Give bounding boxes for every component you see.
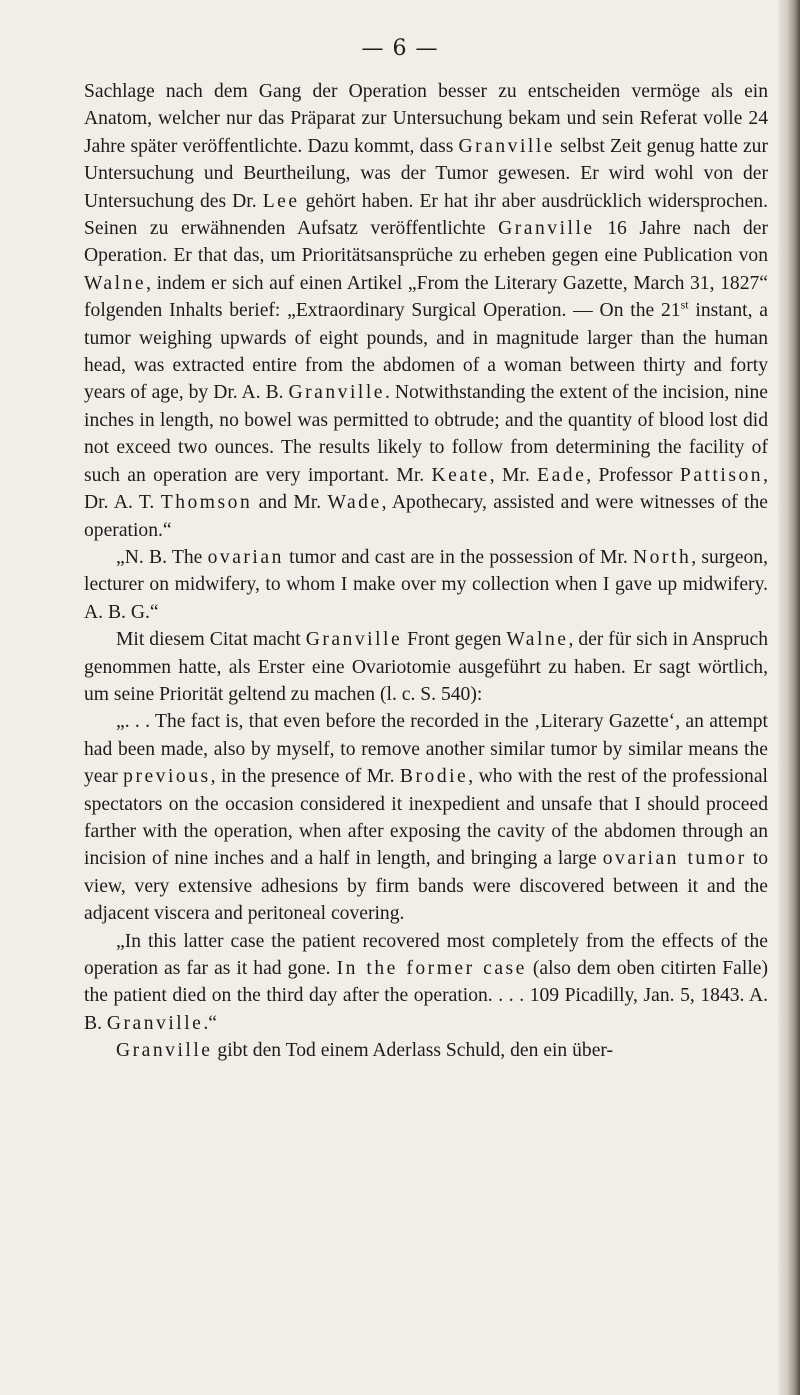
author-name: Granville — [458, 135, 555, 157]
paragraph-1: Sachlage nach dem Gang der Operation besser zu entscheiden vermöge als ein Anatom, welcher nur das Präparat zur Untersuchung bekam und sein Referat volle 24 Jahre später veröffentlichte. Dazu kommt, dass Granville selbst Zeit genug hatte zur Untersuchung und Beurtheilung, was der Tumor gewesen. Er wird wohl von der Untersuchung des Dr. Lee gehört haben. Er hat ihr aber ausdrücklich widersprochen. Seinen zu erwähnenden Aufsatz veröffentlichte Granville 16 Jahre nach der Operation. Er that das, um Prioritätsansprüche zu erheben gegen eine Publication von Walne, indem er sich auf einen Artikel „From the Literary Gazette, March 31, 1827“ folgenden Inhalts berief: „Extraordinary Surgical Operation. — On the 21st instant, a tumor weighing upwards of eight pounds, and in magnitude larger than the human head, was extracted entire from the abdomen of a woman between thirty and forty years of age, by Dr. A. B. Granville. Notwithstanding the extent of the incision, nine inches in length, no bowel was permitted to obtrude; and the quantity of blood lost did not exceed two ounces. The results likely to follow from determining the facility of such an operation are very important. Mr. Keate, Mr. Eade, Professor Pattison, Dr. A. T. Thomson and Mr. Wade, Apothecary, assisted and were witnesses of the operation.“ — [84, 81, 768, 541]
emphasis: previous — [123, 766, 211, 788]
author-name: Granville — [288, 382, 385, 404]
author-name: Granville — [498, 218, 595, 240]
author-name: Granville — [106, 1012, 204, 1034]
author-name: Pattison — [679, 464, 764, 486]
page-number: — 6 — — [361, 36, 439, 61]
paragraph-6: Granville gibt den Tod einem Aderlass Schuld, den ein über- — [116, 1040, 614, 1062]
author-name: Granville — [116, 1040, 213, 1062]
author-name: Eade — [537, 464, 587, 486]
author-name: Wade — [327, 492, 382, 514]
author-name: Brodie — [399, 766, 469, 788]
paragraph-4: „. . . The fact is, that even before the recorded in the ‚Literary Gazette‘, an attempt had been made, also by myself, to remove another similar tumor by similar means the year previous, in the presence of Mr. Brodie, who with the rest of the professional spectators on the occasion considered it inexpedient and unsafe that I should proceed farther with the operation, when after exposing the cavity of the abdomen through an incision of nine inches and a half in length, and bringing a large ovarian tumor to view, very extensive adhesions by firm bands were discovered between it and the adjacent viscera and peritoneal covering. — [84, 711, 768, 925]
emphasis: ovarian — [207, 546, 284, 568]
emphasis: In the former case — [336, 958, 527, 979]
page-edge-shadow — [778, 0, 800, 1395]
author-name: Thomson — [160, 492, 253, 514]
author-name: Granville — [305, 629, 403, 651]
paragraph-3: Mit diesem Citat macht Granville Front gegen Walne, der für sich in Anspruch genommen hatte, als Erster eine Ovariotomie ausgeführt zu haben. Er sagt wörtlich, um seine Priorität geltend zu machen (l. c. S. 540): — [84, 629, 768, 705]
paragraph-2: „N. B. The ovarian tumor and cast are in the possession of Mr. North, surgeon, lecturer on midwifery, to whom I make over my collection when I gave up midwifery. A. B. G.“ — [84, 546, 768, 623]
body-text — [84, 78, 768, 1065]
author-name: Keate — [431, 464, 490, 486]
author-name: Walne — [506, 629, 569, 651]
emphasis: ovarian tumor — [602, 848, 747, 870]
author-name: Lee — [262, 190, 300, 212]
author-name: Walne — [84, 272, 147, 294]
paragraph-5: „In this latter case the patient recovered most completely from the effects of the operation as far as it had gone. In the former case (also dem oben citirten Falle) the patient died on the third day after the operation. . . . 109 Picadilly, Jan. 5, 1843. A. B. Granville.“ — [84, 930, 768, 1034]
author-name: North — [633, 546, 692, 568]
